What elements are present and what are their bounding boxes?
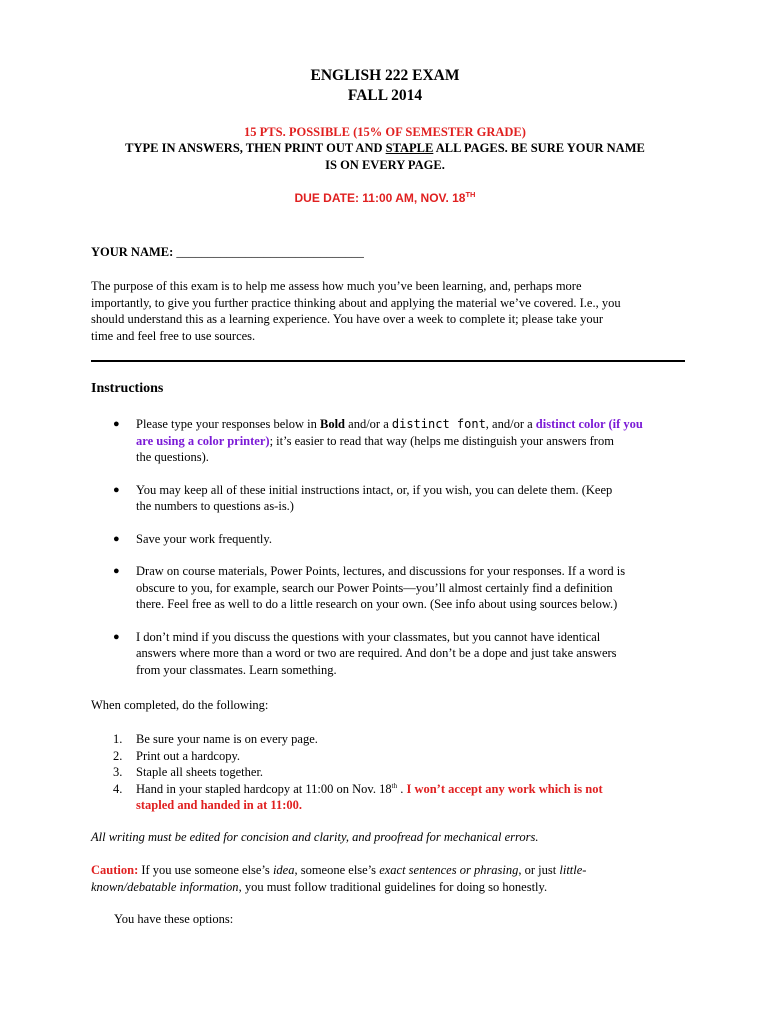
bullet-text: from your classmates. Learn something. xyxy=(136,662,337,677)
bullet-text: answers where more than a word or two are required. And don’t be a dope and just take answers xyxy=(136,646,617,660)
caution-emphasis: little- xyxy=(559,863,587,877)
name-field[interactable] xyxy=(91,244,364,261)
print-instruction xyxy=(0,140,770,174)
list-item xyxy=(91,482,685,515)
bullet-text: and/or a xyxy=(345,417,392,431)
step-number: 3. xyxy=(113,765,123,779)
step-text: Hand in your stapled hardcopy at 11:00 on Nov. 18 xyxy=(136,781,392,796)
caution-emphasis: exact sentences or phrasing xyxy=(379,863,519,877)
late-warning: stapled and handed in at 11:00. xyxy=(136,798,303,812)
bullet-icon: ● xyxy=(113,418,120,430)
step-text: Staple all sheets together. xyxy=(136,765,264,779)
purpose-line: time and feel free to use sources. xyxy=(91,328,256,343)
step-text: Print out a hardcopy. xyxy=(136,748,241,763)
bullet-icon: ● xyxy=(113,565,120,577)
list-item xyxy=(91,748,685,765)
caution-emphasis: idea xyxy=(272,863,295,877)
title-term: FALL 2014 xyxy=(347,87,423,104)
step-number: 4. xyxy=(113,781,123,796)
bullet-text: You may keep all of these initial instructions intact, or, if you wish, you can delete them. (Keep xyxy=(136,482,613,497)
print-instruction-a: TYPE IN ANSWERS, THEN PRINT OUT AND xyxy=(125,141,386,155)
print-instruction-b: ALL PAGES. BE SURE YOUR NAME xyxy=(433,141,645,155)
bullet-text: obscure to you, for example, search our Power Points—you’ll almost certainly find a definition xyxy=(136,580,613,595)
purpose-paragraph xyxy=(91,278,691,344)
caution-paragraph xyxy=(91,862,685,895)
due-date xyxy=(0,190,770,207)
distinct-color-text: are using a color printer) xyxy=(136,433,270,448)
bullet-text: the questions). xyxy=(136,450,209,464)
completion-steps xyxy=(91,731,685,814)
purpose-line: should understand this as a learning experience. You have over a week to complete it; please take your xyxy=(91,312,603,326)
bullet-text: there. Feel free as well to do a little research on your own. (See info about using sources below.) xyxy=(136,597,618,611)
distinct-font-text: distinct font xyxy=(391,417,486,431)
list-item xyxy=(91,531,685,548)
caution-emphasis: known/debatable information xyxy=(91,879,239,894)
name-blank[interactable]: ______________________________ xyxy=(176,245,364,259)
step-text: Be sure your name is on every page. xyxy=(136,732,318,746)
purpose-line: importantly, to give you further practice thinking about and applying the material we’ve covered. I.e., you xyxy=(91,295,621,310)
list-item xyxy=(91,764,685,781)
bullet-icon: ● xyxy=(113,630,120,643)
points-line: 15 PTS. POSSIBLE (15% OF SEMESTER GRADE) xyxy=(244,125,526,139)
caution-label: Caution: xyxy=(91,863,139,877)
editing-note: All writing must be edited for concision and clarity, and proofread for mechanical errors. xyxy=(91,830,539,844)
bullet-text: the numbers to questions as-is.) xyxy=(136,499,294,513)
options-intro: You have these options: xyxy=(114,912,234,926)
print-instruction-c: IS ON EVERY PAGE. xyxy=(325,158,445,172)
bullet-icon: ● xyxy=(113,483,120,496)
late-warning: I won’t accept any work which is not xyxy=(406,781,603,796)
due-date-text: DUE DATE: 11:00 AM, NOV. 18 xyxy=(294,191,466,205)
step-number: 2. xyxy=(113,748,123,763)
bullet-text: I don’t mind if you discuss the questions with your classmates, but you cannot have identical xyxy=(136,629,601,644)
instructions-list xyxy=(91,416,685,694)
exam-title xyxy=(0,66,770,106)
step-sup: th xyxy=(391,781,398,790)
staple-word: STAPLE xyxy=(385,141,434,155)
due-date-suffix: TH xyxy=(465,190,476,199)
caution-text: If you use someone else’s xyxy=(138,863,273,877)
completion-intro: When completed, do the following: xyxy=(91,698,269,712)
bullet-text: , and/or a xyxy=(485,417,536,431)
bold-word: Bold xyxy=(320,417,346,431)
title-course: ENGLISH 222 EXAM xyxy=(310,67,460,84)
list-item xyxy=(91,731,685,748)
bullet-text: Please type your responses below in xyxy=(136,417,320,431)
caution-text: , someone else’s xyxy=(294,863,380,877)
bullet-text: ; it’s easier to read that way (helps me distinguish your answers from xyxy=(269,433,614,448)
list-item xyxy=(91,563,685,613)
bullet-text: Save your work frequently. xyxy=(136,531,272,546)
list-item xyxy=(91,781,685,814)
section-divider xyxy=(91,360,685,362)
bullet-text: Draw on course materials, Power Points, lectures, and discussions for your responses. If a word is xyxy=(136,564,626,578)
step-number: 1. xyxy=(113,732,123,746)
caution-text: , or just xyxy=(518,863,560,877)
step-text: . xyxy=(397,781,407,796)
list-item xyxy=(91,629,685,679)
bullet-icon: ● xyxy=(113,532,120,545)
name-label: YOUR NAME: xyxy=(91,245,177,259)
instructions-heading: Instructions xyxy=(91,381,164,396)
distinct-color-text: distinct color (if you xyxy=(535,417,643,431)
caution-text: , you must follow traditional guidelines for doing so honestly. xyxy=(238,879,548,894)
purpose-line: The purpose of this exam is to help me assess how much you’ve been learning, and, perhaps more xyxy=(91,279,582,293)
list-item xyxy=(91,416,685,466)
